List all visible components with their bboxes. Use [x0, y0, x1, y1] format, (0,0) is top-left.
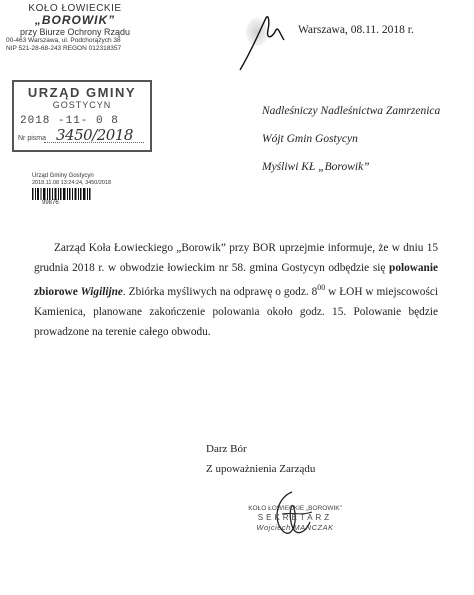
- registry-stamp-dotted-line: [44, 142, 144, 143]
- body-bold-1: polowanie zbiorowe: [34, 262, 438, 298]
- recipient-1: Nadleśniczy Nadleśnictwa Zamrzenica: [262, 105, 441, 117]
- registry-stamp-date: 2018 -11- 0 8: [20, 115, 119, 127]
- sticker-line-1: Urząd Gminy Gostycyn: [32, 173, 94, 179]
- sticker-number: 99876: [42, 200, 59, 206]
- barcode-icon: [32, 188, 92, 200]
- signature-stamp-name: Wojciech MAŃCZAK: [256, 523, 334, 532]
- sticker-line-2: 2018.11.08 13:24:24, 3450/2018: [32, 180, 112, 186]
- signature-stamp-org: KOŁO ŁOWIECKIE „BOROWIK”: [248, 505, 342, 512]
- registry-stamp: [12, 80, 152, 152]
- signature-stamp: [232, 504, 358, 533]
- letterhead-line-3: przy Biurze Ochrony Rządu: [19, 27, 131, 37]
- letterhead-line-2: „BOROWIK”: [34, 13, 116, 27]
- letterhead-stamp: [6, 3, 144, 53]
- recipient-2: Wójt Gmin Gostycyn: [262, 133, 358, 145]
- recipients-list: [262, 97, 440, 181]
- top-signature-icon: [232, 10, 292, 72]
- signature-stamp-role: SEKRETARZ: [257, 513, 333, 522]
- body-part-3: w ŁOH w miejscowości Kamienica, planowane zakończenie polowania około godz. 15. Polowanie będzie prowadzone na terenie całego obwodu.: [34, 285, 439, 338]
- registry-stamp-title: URZĄD GMINY: [27, 85, 137, 100]
- letter-body: [34, 238, 438, 342]
- body-part-2: . Zbiórka myśliwych na odprawę o godz. 8: [122, 285, 318, 298]
- registry-stamp-subtitle: GOSTYCYN: [52, 100, 112, 110]
- barcode-sticker: [32, 173, 111, 207]
- registry-stamp-label: Nr pisma: [18, 135, 47, 142]
- signoff-greeting: Darz Bór: [206, 443, 247, 455]
- letterhead-ids: NIP 521-28-68-243 REGON 012318357: [6, 45, 122, 52]
- body-bold-italic: Wigilijne: [80, 285, 123, 298]
- signoff: [206, 439, 315, 479]
- body-part-1: Zarząd Koła Łowieckiego „Borowik” przy BOR uprzejmie informuje, że w dniu 15 grudnia 2018 r. w obwodzie łowieckim nr 58. gmina Gostycyn odbędzie się: [34, 242, 438, 274]
- document-date: Warszawa, 08.11. 2018 r.: [298, 24, 414, 36]
- signoff-authority: Z upoważnienia Zarządu: [206, 463, 316, 475]
- recipient-3: Myśliwi KŁ „Borowik”: [262, 161, 370, 173]
- body-superscript: 00: [317, 283, 326, 292]
- registry-stamp-number: 3450/2018: [56, 126, 133, 144]
- letterhead-address: 00-463 Warszawa, ul. Podchorążych 38: [6, 37, 121, 44]
- letterhead-line-1: KOŁO ŁOWIECKIE: [28, 3, 122, 14]
